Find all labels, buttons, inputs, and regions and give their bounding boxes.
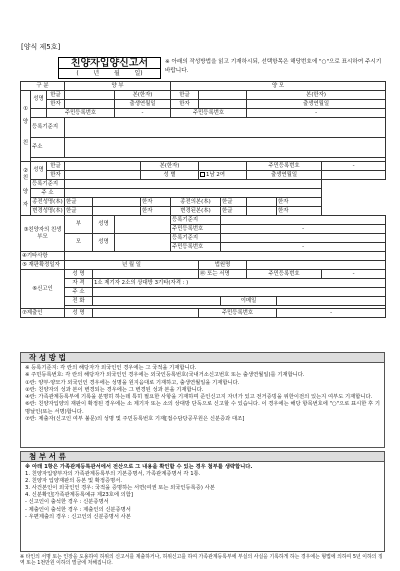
sec6-seal[interactable]: ㊞ 또는 서명 — [199, 270, 247, 279]
sec2-row-reg — [21, 180, 386, 189]
sec3-father-rrn-label: 주민등록번호 — [171, 225, 221, 234]
sec2-before-label: 종전성명(本) — [32, 198, 63, 205]
sec2-after-label: 변경성명(本) — [32, 207, 63, 214]
sec3-row-father-name — [21, 216, 386, 225]
header-mother: 양 모 — [171, 82, 386, 91]
sec1-mother-rrn-label: 주민등록번호 — [171, 109, 247, 118]
sec6-row-addr — [21, 288, 386, 297]
sec2-birth-label: 출생연월일 — [247, 171, 322, 180]
sec2-addr-label: 주 소 — [31, 189, 65, 198]
sec3-father-name-label: 성명 — [93, 216, 115, 234]
sec1-father-rrn-label: 주민등록번호 — [47, 109, 115, 118]
sec7-row — [21, 309, 386, 318]
sec1-mother-rrn-field[interactable]: - — [247, 109, 386, 118]
sec2-hangul-field[interactable] — [65, 162, 141, 171]
sec1-addr-label: 주소 — [31, 138, 65, 158]
form-title: 친양자입양신고서 — [59, 58, 160, 69]
sec3-mother-label: 모 — [65, 234, 93, 252]
sec2-hanja-field[interactable] — [65, 171, 141, 180]
sec6-email-field[interactable] — [277, 297, 386, 306]
sec3-mother-name-field[interactable] — [115, 234, 171, 252]
sec2-after-hanja: 한자 — [141, 207, 171, 216]
note-item: ⑥란: 친양자입양의 재판이 확정된 경우에는 소 제기자 또는 소의 상대방 단독으로 신고할 수 있습니다. 이 경우에는 해당 항목번호에 "○"으로 표시한 후 기명날인(또는 서명)합니다. — [25, 401, 380, 415]
note-item: ※ 주민등록번호: 각 란의 해당자가 외국인인 경우에는 외국인등록번호(국내거소신고번호 또는 출생연월일)를 기재합니다. — [25, 372, 305, 379]
sec1-mother-hangul-label: 한글 — [171, 91, 199, 100]
sec2-row-addr — [21, 189, 386, 198]
sec2-before2-label: 종전의본(本) — [171, 198, 221, 207]
sec3-father-label: 부 — [65, 216, 93, 234]
title-box — [58, 57, 161, 79]
sec4-row — [21, 252, 386, 261]
sec2-rrn-field[interactable]: - — [322, 162, 386, 171]
sec2-hanja-label: 한자 — [47, 171, 65, 180]
sec2-after2-hangul: 한글 — [221, 207, 247, 216]
sec2-row-before — [21, 198, 386, 207]
sec2-reg-label: 등록기준지 — [31, 180, 65, 189]
sec2-before2-hanja: 한자 — [277, 198, 322, 207]
sec6-rrn-field[interactable]: - — [322, 270, 386, 279]
note-item: ④란: 가족관계등록부에 기록을 분명히 하는데 특히 필요한 사항을 기재하며 준인신고지 자녀가 있고 전거증빙을 위한이전의 있는지 여부도 기재합니다. — [25, 394, 373, 401]
sec1-father-bon-label: 본(한자) — [115, 91, 171, 100]
doc-item: 1. 친양자입양부자의 가족관계등록부의 기본증명서, 가족관계증명서 각 1통. — [25, 471, 201, 478]
sec3-father-reg-field[interactable] — [221, 216, 386, 225]
sec1-mother-hangul-field[interactable] — [199, 91, 247, 100]
sec4-label: ④기타사항 — [21, 252, 65, 261]
sec5-row — [21, 261, 386, 270]
doc-item: - 신고인이 출석한 경우 : 신분증명서 — [25, 499, 109, 506]
sec4-field[interactable] — [65, 252, 386, 261]
note-item: ⑦란: 제출자(신고인 여부 불문)의 성명 및 주민등록번호 기재[접수담당공무원은 신분증과 대조] — [25, 416, 245, 423]
sec1-reg-label: 등록기준지 — [31, 118, 65, 138]
sec7-name-field[interactable] — [93, 309, 199, 318]
sec3-mother-reg-label: 등록기준지 — [171, 234, 221, 243]
sec2-label: ② 친 양 자 — [21, 162, 31, 216]
sec2-hangul-label: 한글 — [47, 162, 65, 171]
sec6-label: ⑥신고인 — [21, 270, 65, 309]
docs-lead: ※ 아래 1항은 가족관계등록관서에서 전산으로 그 내용을 확인할 수 있는 경우 첨부를 생략합니다. — [25, 464, 253, 470]
sec2-before-hanja: 한자 — [141, 198, 171, 207]
form-type-label: [양식 제5호] — [21, 43, 61, 51]
sec6-name-field[interactable] — [93, 270, 199, 279]
docs-heading: 첨 부 서 류 — [20, 451, 385, 462]
sec1-father-hanja-field[interactable] — [65, 100, 115, 109]
sec1-father-rrn-field[interactable]: - — [115, 109, 171, 118]
sec2-after2-label: 변경된본(本) — [171, 207, 221, 216]
sec1-addr-field[interactable] — [65, 138, 386, 158]
sec2-reg-field[interactable] — [65, 180, 322, 189]
sec1-name-label: 성명 — [31, 91, 47, 109]
sec3-father-rrn-field[interactable]: - — [221, 225, 386, 234]
sec2-birth-field[interactable] — [322, 171, 386, 180]
doc-item: 2. 친양자 입양재판의 등본 및 확정증명서. — [25, 478, 123, 485]
doc-item: 3. 사건본인이 외국인인 경우: 국적을 증명하는 서면(여권 또는 외국인등록증) 사본 — [25, 485, 215, 492]
sec6-addr-label: 주 소 — [65, 288, 93, 297]
sec3-mother-name-label: 성명 — [93, 234, 115, 252]
note-item: ※ 등록기준지: 각 란의 해당자가 외국인인 경우에는 그 국적을 기재합니다. — [25, 365, 197, 371]
sec6-row-qual — [21, 279, 386, 288]
sec5-label: ⑤ 재판확정일자 — [21, 261, 65, 270]
header-father: 양 부 — [65, 82, 171, 91]
footer-warning: ※ 타인의 서명 또는 인장을 도용하여 허위의 신고서를 제출하거나, 허위신고를 하여 가족관계등록부에 부실의 사실을 기록하게 하는 경우에는 형법에 의하여 5년 이하의 징역 또는 1천만원 이하의 벌금에 처해집니다. — [20, 554, 383, 567]
sec7-rrn-label: 주민등록번호 — [199, 309, 277, 318]
sec2-after-hangul: 한글 — [65, 207, 93, 216]
sec2-sex-label: 성 별 — [141, 171, 199, 180]
sec2-addr-field[interactable] — [65, 189, 322, 198]
title-date — [59, 69, 160, 79]
sec2-bon-label: 본(한자) — [141, 162, 199, 171]
sec1-row-addr — [21, 138, 386, 158]
header-category: 구 분 — [21, 82, 65, 91]
notes-heading: 작 성 방 법 — [20, 352, 385, 363]
doc-item: - 제출인이 출석한 경우 : 제출인의 신분증명서 — [25, 506, 131, 513]
sec2-after2-field[interactable] — [247, 207, 277, 216]
sec2-bon-field[interactable] — [199, 162, 247, 171]
title-date-year: 년 — [93, 70, 100, 77]
doc-item: - 우편제출의 경우 : 신고인의 신분증명서 사본 — [25, 513, 131, 520]
sec2-before-field[interactable] — [93, 198, 141, 207]
sec2-row-after — [21, 207, 386, 216]
sec1-mother-hanja-label: 한자 — [171, 100, 199, 109]
sec6-qual-label: 자 격 — [65, 279, 93, 288]
sec3-father-reg-label: 등록기준지 — [171, 216, 221, 225]
sec1-mother-hanja-field[interactable] — [199, 100, 247, 109]
sec3-mother-rrn-field[interactable]: - — [221, 243, 386, 252]
sec2-after-field[interactable] — [93, 207, 141, 216]
sec1-label: ① 양 친 — [21, 91, 31, 162]
sec1-mother-bon-label: 본(한자) — [247, 91, 386, 100]
sec2-row-hangul — [21, 162, 386, 171]
sec2-before2-hangul: 한글 — [221, 198, 247, 207]
note-item: ②란: 친양자의 성과 본이 변경되는 경우에는 그 변경된 성과 본을 기재합니다. — [25, 386, 204, 393]
docs-body — [20, 462, 385, 552]
sec3-mother-reg-field[interactable] — [221, 234, 386, 243]
sec2-row-hanja — [21, 171, 386, 180]
sec1-father-birth-label: 출생연월일 — [115, 100, 171, 109]
doc-item: 4. 신분확인[가족관계등록예규 제23호에 의함] — [25, 492, 133, 499]
sec7-label: ⑦제출인 — [21, 309, 65, 318]
notes-body — [20, 363, 385, 448]
sec6-phone-field[interactable] — [93, 297, 221, 306]
sec1-row-reg — [21, 118, 386, 138]
sec6-row-phone — [21, 297, 386, 306]
sec6-addr-field[interactable] — [93, 288, 386, 297]
sec2-before2-field[interactable] — [247, 198, 277, 207]
sec6-name-label: 성 명 — [65, 270, 93, 279]
sec5-court-label: 법원명 — [199, 261, 247, 270]
instruction-text: ※ 아래의 작성방법을 읽고 기재하시되, 선택항목은 해당번호에 "○"으로 표시하여 주시기 바랍니다. — [165, 59, 382, 74]
sec2-after2-hanja: 한자 — [277, 207, 322, 216]
sec3-mother-rrn-label: 주민등록번호 — [171, 243, 221, 252]
sec5-date-field[interactable]: 년 월 일 — [65, 261, 199, 270]
sec1-row-name-hangul — [21, 91, 386, 100]
sec6-qual-options[interactable]: 1소 제기자 2소의 상대방 3기타(자격 : ) — [93, 279, 386, 288]
sec3-row-mother-name — [21, 234, 386, 243]
sec3-label: ③친양자의 친생부모 — [21, 216, 65, 252]
sec1-reg-field[interactable] — [65, 118, 386, 138]
sec7-rrn-field[interactable]: - — [277, 309, 386, 318]
sec1-father-hangul-field[interactable] — [65, 91, 115, 100]
note-item: ①란: 양부·양모가 외국인인 경우에는 성명을 원지음대로 기재하고, 출생연월일을 기재합니다. — [25, 379, 240, 386]
title-date-day: 일) — [134, 70, 143, 77]
sec5-court-field[interactable] — [247, 261, 386, 270]
title-date-open: ( — [76, 70, 79, 77]
sec3-father-name-field[interactable] — [115, 216, 171, 234]
sec1-hangul-label: 한글 — [47, 91, 65, 100]
sec7-name-label: 성 명 — [65, 309, 93, 318]
sec6-row-name — [21, 270, 386, 279]
sec1-row-rrn — [21, 109, 386, 118]
sec2-name-label: 성명 — [31, 162, 47, 180]
sec2-before-hangul: 한글 — [65, 198, 93, 207]
sec2-rrn-label: 주민등록번호 — [247, 162, 322, 171]
title-date-month: 월 — [113, 70, 120, 77]
sec1-hanja-label: 한자 — [47, 100, 65, 109]
header-row — [21, 82, 386, 91]
sec6-email-label: 이메일 — [221, 297, 277, 306]
sec1-row-name-hanja — [21, 100, 386, 109]
sec6-rrn-label: 주민등록번호 — [247, 270, 322, 279]
sec6-phone-label: 전 화 — [65, 297, 93, 306]
sec2-sex-options[interactable]: 1남 2여 — [199, 171, 247, 180]
sec1-mother-birth-label: 출생연월일 — [247, 100, 386, 109]
main-form-table — [20, 81, 386, 318]
